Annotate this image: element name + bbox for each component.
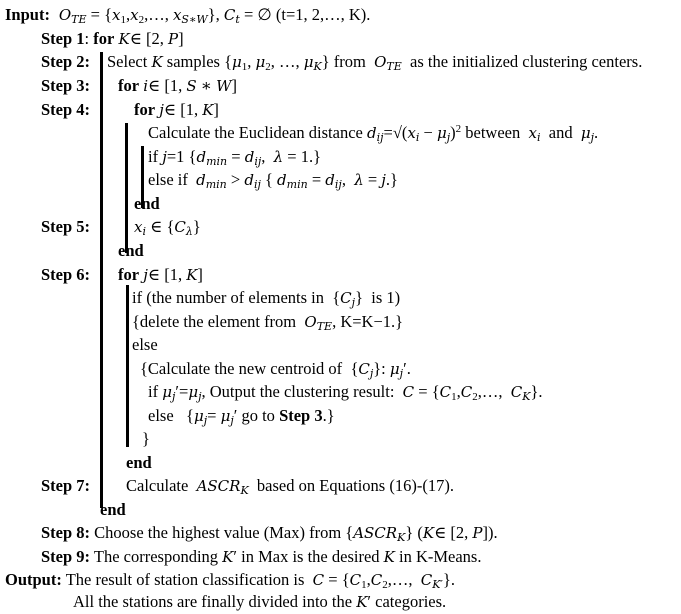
step-4-text: for j∈ [1, K] (134, 100, 219, 119)
step-6-text: for j∈ [1, K] (118, 265, 203, 284)
else-line: else (132, 335, 158, 354)
output-label: Output: (5, 570, 62, 589)
input-label: Input: (5, 5, 50, 24)
end-step6-loop: end (126, 453, 152, 472)
block-bar-step1 (100, 52, 103, 508)
if-j1-line: if j=1 {$d_{min} = d_{ij}$, λ = 1.} (148, 147, 321, 168)
close-brace-line: } (142, 429, 150, 448)
else-if-line: else if $d_{min} > d_{ij}$ { $d_{min} = d_{ij}$, λ = j.} (148, 170, 398, 191)
end-step1-loop: end (100, 500, 126, 519)
step-7-text: Calculate $ASCR_K$ based on Equations (16)-(17). (126, 476, 454, 497)
step-8-label: Step 8: (41, 523, 91, 542)
if-single-element-line: if (the number of elements in $\{C_j\}$ is 1) (132, 288, 401, 309)
input-line: Input: $O_{TE}$ = {$x_1,x_2,\dots$, $x_{S∗W}$}, $C_t$ = ∅ (t=1, 2,…, K). (5, 5, 371, 26)
end-step3-loop: end (118, 241, 144, 260)
step-3-text: for i∈ [1, S ∗ W] (118, 76, 238, 95)
calc-distance-line: Calculate the Euclidean distance $d_{ij}=√(x_i - \mu_j)^2$ between $x_i$ and $\mu_j$. (148, 123, 599, 144)
step-5-text: $x_i$ ∈ $\{C_\lambda\}$ (134, 217, 201, 238)
step-2-text: Select K samples {$\mu_1$, $\mu_2$, …, $\mu_K$} from $O_{TE}$ as the initialized clustering centers. (107, 52, 643, 73)
delete-element-line: {delete the element from $O_{TE}$, K=K−1.} (132, 312, 404, 333)
step-1-label: Step 1 (41, 29, 85, 48)
step-8-line: Step 8: Choose the highest value (Max) from $\{ASCR_K\}$ (K∈ [2, P]). (41, 523, 498, 544)
step-3-label: Step 3: (41, 76, 91, 95)
step-5-label: Step 5: (41, 217, 91, 236)
end-inner-loop: end (134, 194, 160, 213)
output-result-line: if $\mu_j'=\mu_j$, Output the clustering result: $C = \{C_1,C_2,\dots$, $C_K$}. (148, 382, 543, 403)
output-line-2: All the stations are finally divided into the K′ categories. (73, 592, 447, 611)
step-4-label: Step 4: (41, 100, 91, 119)
goto-step3-line: else {$\mu_j= \mu_j'$ go to Step 3.} (148, 406, 335, 427)
block-bar-step3 (125, 123, 128, 253)
step-6-label: Step 6: (41, 265, 91, 284)
step-1-line: Step 1: for K∈ [2, P] (41, 29, 184, 48)
block-bar-step6 (126, 285, 129, 447)
step-9-label: Step 9: (41, 547, 91, 566)
output-line: Output: The result of station classification is $C = \{C_1,C_2,\dots$, $C_{K'}$}. (5, 570, 455, 591)
step-2-label: Step 2: (41, 52, 91, 71)
centroid-line: {Calculate the new centroid of $\{C_j\}$: $\mu_j'$. (140, 359, 411, 380)
step-7-label: Step 7: (41, 476, 91, 495)
step-9-line: Step 9: The corresponding K′ in Max is the desired K in K-Means. (41, 547, 482, 566)
